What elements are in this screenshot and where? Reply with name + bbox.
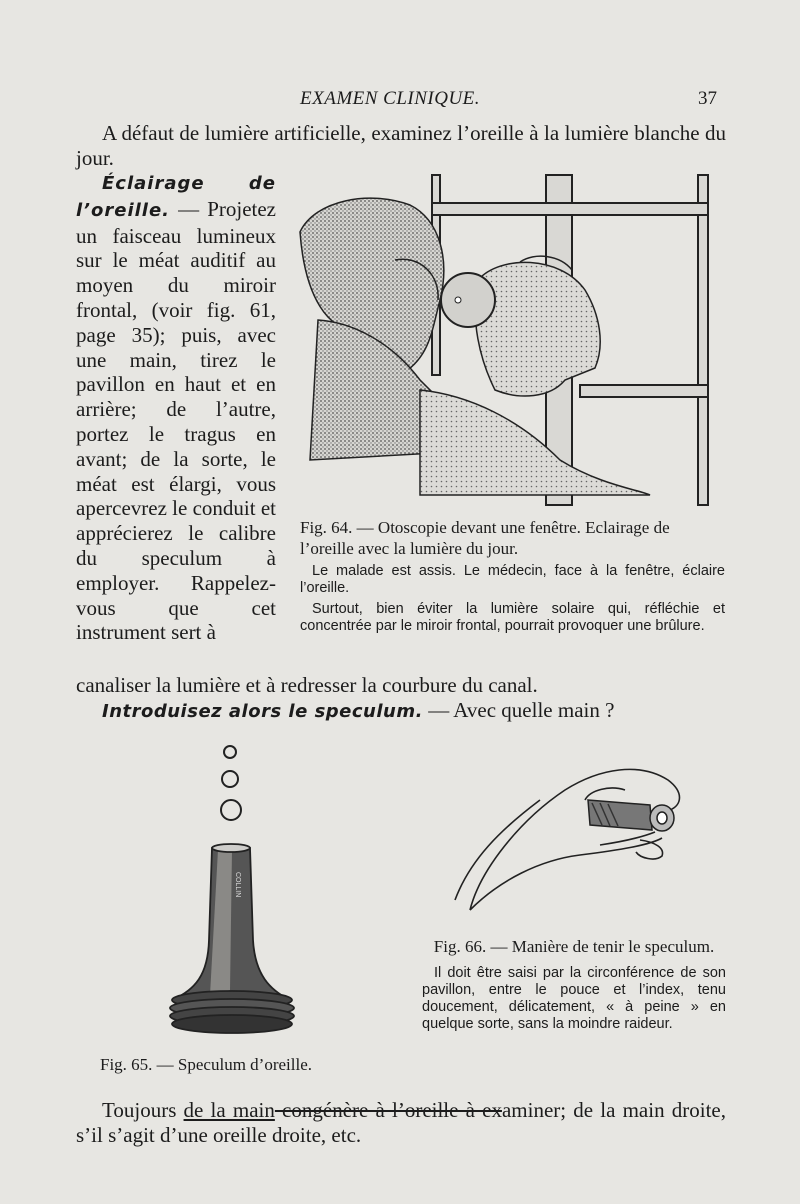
eclairage-heading-line1: Éclairage de	[102, 173, 276, 194]
fig66-title: Fig. 66. — Manière de tenir le speculum.	[433, 937, 715, 956]
fig64-body-2: Surtout, bien éviter la lumière solaire qui, réfléchie et concentrée par le miroir frontal, pourrait provoquer une brûlure.	[300, 601, 725, 634]
speculum-heading: Introduisez alors le speculum.	[102, 700, 423, 722]
fig64-title: Fig. 64. — Otoscopie devant une fenêtre. Eclairage de l’oreille avec la lumière du jour.	[300, 518, 670, 558]
fig66-caption	[422, 936, 726, 1033]
fig65-caption: Fig. 65. — Speculum d’oreille.	[100, 1055, 313, 1074]
closing-struck: congénère à l’oreille à ex	[274, 1098, 502, 1122]
running-title: EXAMEN CLINIQUE.	[300, 88, 481, 109]
fig66-body: Il doit être saisi par la circonférence de son pavillon, entre le pouce et l’index, tenu doucement, délicatement, « à peine » en quelque sorte, sans la moindre raideur.	[422, 965, 726, 1032]
continuation-line: canaliser la lumière et à redresser la courbure du canal.	[76, 673, 538, 697]
fig64-body-1: Le malade est assis. Le médecin, face à la fenêtre, éclaire l’oreille.	[300, 563, 725, 596]
closing-paragraph	[76, 1098, 726, 1148]
eclairage-text: — Projetez un faisceau lumineux sur le méat auditif au moyen du miroir frontal, (voir fig. 61, page 35); puis, avec une main, tirez le pavillon en haut et en arrière; de l’autre, portez le tragus en avant; de la sorte, le méat est élargi, vous apercevrez le conduit et apprécierez le calibre du speculum à employer. Rappelez-vous que cet instrument sert à	[76, 196, 276, 645]
eclairage-heading-line2: l’oreille.	[76, 199, 171, 221]
hand-drawing	[455, 769, 680, 910]
speculum-engraving: COLLIN	[234, 872, 241, 898]
closing-underlined: de la main	[183, 1098, 275, 1122]
intro-paragraph: A défaut de lumière artificielle, examinez l’oreille à la lumière blanche du jour.	[76, 121, 726, 170]
closing-part2: aminer; de la main droite, s’il s’agit d’une oreille droite, etc.	[76, 1098, 726, 1147]
hand-speculum	[588, 800, 674, 831]
closing-part1: Toujours	[102, 1098, 184, 1122]
page-number: 37	[698, 88, 717, 109]
speculum-text: — Avec quelle main ?	[422, 697, 615, 722]
